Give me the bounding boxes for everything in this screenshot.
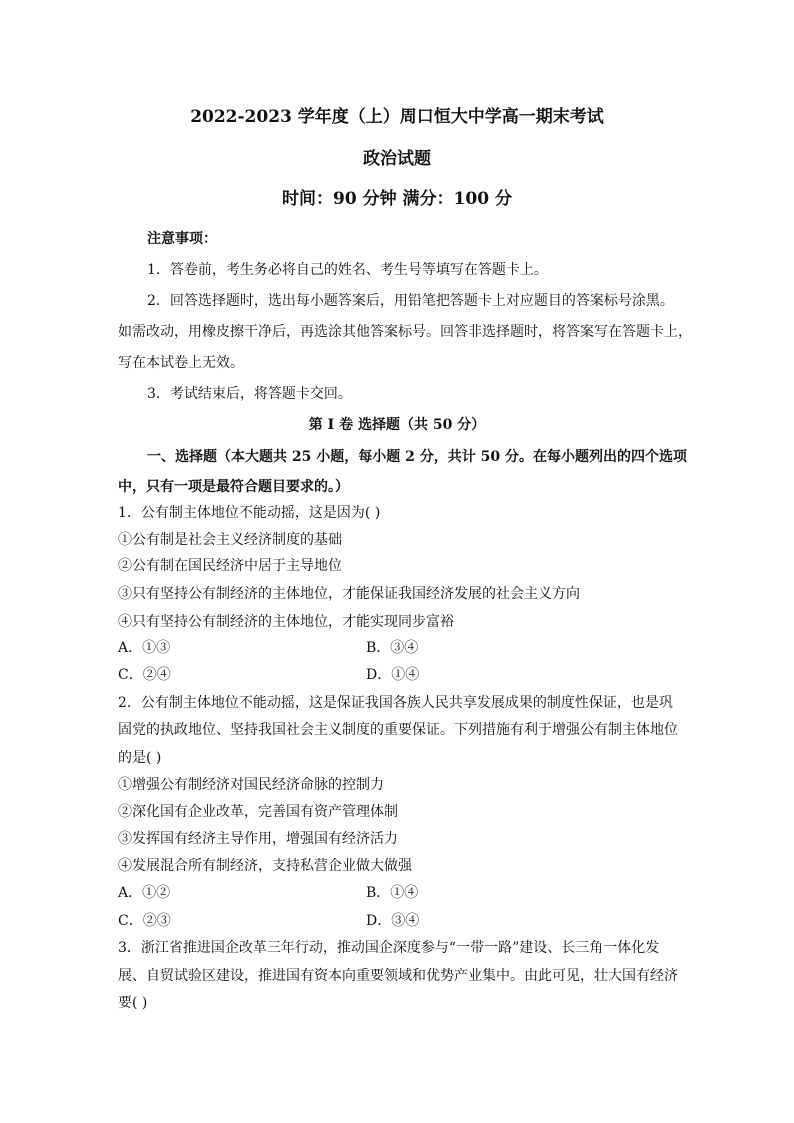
q2-stem-line-1: 2．公有制主体地位不能动摇，这是保证我国各族人民共享发展成果的制度性保证，也是巩 xyxy=(118,695,673,711)
q1-option-c: C．②④ xyxy=(118,667,171,683)
exam-title: 2022-2023 学年度（上）周口恒大中学高一期末考试 xyxy=(190,107,604,127)
notes-item-2-line-1: 2．回答选择题时，选出每小题答案后，用铅笔把答题卡上对应题目的答案标号涂黑。 xyxy=(147,293,674,309)
q2-option-a: A．①② xyxy=(118,885,171,901)
section-intro-line-2: 中，只有一项是最符合题目要求的。） xyxy=(118,479,349,495)
q2-statement-1: ①增强公有制经济对国民经济命脉的控制力 xyxy=(118,777,384,793)
q2-statement-2: ②深化国有企业改革，完善国有资产管理体制 xyxy=(118,804,398,820)
q1-statement-4: ④只有坚持公有制经济的主体地位，才能实现同步富裕 xyxy=(118,614,454,630)
q2-stem-line-2: 固党的执政地位、坚持我国社会主义制度的重要保证。下列措施有利于增强公有制主体地位 xyxy=(118,722,678,738)
q3-stem-line-2: 展、自贸试验区建设，推进国有资本向重要领域和优势产业集中。由此可见，壮大国有经济 xyxy=(118,968,678,984)
q1-statement-3: ③只有坚持公有制经济的主体地位，才能保证我国经济发展的社会主义方向 xyxy=(118,586,580,602)
q1-option-a: A．①③ xyxy=(118,640,171,656)
exam-time-score: 时间：90 分钟 满分：100 分 xyxy=(282,189,512,209)
notes-item-1: 1．答卷前，考生务必将自己的姓名、考生号等填写在答题卡上。 xyxy=(147,262,548,278)
q2-option-d: D．③④ xyxy=(366,913,420,929)
section-heading: 第 I 卷 选择题（共 50 分） xyxy=(308,417,486,433)
q2-stem-line-3: 的是( ) xyxy=(118,750,162,766)
q3-stem-line-1: 3．浙江省推进国企改革三年行动，推动国企深度参与“一带一路”建设、长三角一体化发 xyxy=(118,940,660,956)
section-intro-line-1: 一、选择题（本大题共 25 小题，每小题 2 分，共计 50 分。在每小题列出的四个选项 xyxy=(147,449,687,465)
exam-subject: 政治试题 xyxy=(363,149,431,169)
q1-option-b: B．③④ xyxy=(366,640,419,656)
notes-item-2-line-3: 写在本试卷上无效。 xyxy=(118,355,244,371)
notes-item-2-line-2: 如需改动，用橡皮擦干净后，再选涂其他答案标号。回答非选择题时，将答案写在答题卡上， xyxy=(118,324,692,340)
q2-statement-3: ③发挥国有经济主导作用，增强国有经济活力 xyxy=(118,831,398,847)
q2-statement-4: ④发展混合所有制经济，支持私营企业做大做强 xyxy=(118,858,412,874)
q1-statement-1: ①公有制是社会主义经济制度的基础 xyxy=(118,532,342,548)
q1-option-d: D．①④ xyxy=(366,667,420,683)
notes-item-3: 3．考试结束后，将答题卡交回。 xyxy=(147,386,352,402)
q1-stem: 1．公有制主体地位不能动摇，这是因为( ) xyxy=(118,505,381,521)
q2-option-c: C．②③ xyxy=(118,913,171,929)
q2-option-b: B．①④ xyxy=(366,885,419,901)
notes-heading: 注意事项： xyxy=(147,231,217,247)
q1-statement-2: ②公有制在国民经济中居于主导地位 xyxy=(118,558,342,574)
q3-stem-line-3: 要( ) xyxy=(118,995,148,1011)
